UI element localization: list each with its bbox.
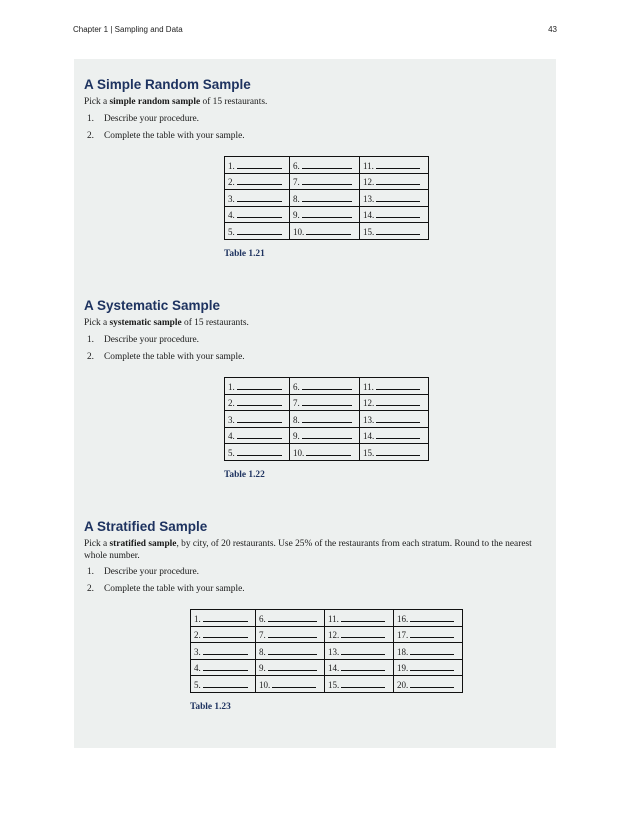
sample-entry-cell[interactable] (191, 610, 256, 627)
sample-entry-cell[interactable] (360, 444, 429, 461)
entry-number: 3. (228, 193, 235, 204)
sample-entry-cell[interactable] (290, 411, 360, 428)
answer-blank[interactable] (237, 159, 282, 169)
sample-entry-cell[interactable] (394, 676, 463, 693)
answer-blank[interactable] (376, 192, 420, 202)
simple-random-sample-section (84, 77, 546, 148)
entry-number: 19. (397, 663, 409, 674)
entry-number: 10. (293, 226, 305, 237)
answer-blank[interactable] (203, 628, 248, 638)
table-caption: Table 1.21 (224, 249, 265, 259)
sample-entry-cell[interactable] (360, 378, 429, 395)
sample-entry-cell[interactable] (290, 394, 360, 411)
answer-blank[interactable] (410, 628, 454, 638)
sample-entry-cell[interactable] (225, 173, 290, 190)
section-title: A Simple Random Sample (84, 77, 251, 92)
sample-entry-cell[interactable] (290, 190, 360, 207)
sample-entry-cell[interactable] (394, 643, 463, 660)
sample-table (224, 156, 429, 240)
exercise-panel (74, 59, 556, 748)
entry-number: 18. (397, 646, 409, 657)
entry-number: 1. (228, 160, 235, 171)
entry-number: 5. (194, 679, 201, 690)
answer-blank[interactable] (341, 628, 385, 638)
answer-blank[interactable] (410, 678, 454, 688)
entry-number: 9. (293, 431, 300, 442)
entry-number: 5. (228, 447, 235, 458)
chapter-title: Chapter 1 | Sampling and Data (73, 25, 183, 34)
sample-entry-cell[interactable] (225, 394, 290, 411)
sample-entry-cell[interactable] (256, 626, 325, 643)
sample-entry-cell[interactable] (360, 427, 429, 444)
sample-entry-cell[interactable] (191, 626, 256, 643)
answer-blank[interactable] (410, 645, 454, 655)
entry-number: 6. (259, 613, 266, 624)
steps-list (84, 567, 546, 596)
entry-number: 11. (363, 381, 374, 392)
entry-number: 8. (293, 414, 300, 425)
answer-blank[interactable] (341, 612, 385, 622)
entry-number: 8. (293, 193, 300, 204)
sample-entry-cell[interactable] (394, 626, 463, 643)
entry-number: 3. (194, 646, 201, 657)
answer-blank[interactable] (306, 225, 351, 235)
table-row (225, 427, 429, 444)
answer-blank[interactable] (237, 175, 282, 185)
sample-entry-cell[interactable] (290, 206, 360, 223)
answer-blank[interactable] (268, 645, 317, 655)
answer-blank[interactable] (302, 380, 352, 390)
list-item: 1. Describe your procedure. (86, 113, 200, 124)
sample-entry-cell[interactable] (290, 157, 360, 174)
list-item: 2. Complete the table with your sample. (86, 584, 245, 594)
sample-entry-cell[interactable] (290, 378, 360, 395)
list-item: 1. Describe your procedure. (86, 567, 200, 577)
entry-number: 17. (397, 630, 409, 641)
entry-number: 7. (293, 398, 300, 409)
sample-entry-cell[interactable] (325, 610, 394, 627)
answer-blank[interactable] (302, 208, 352, 218)
entry-number: 8. (259, 646, 266, 657)
answer-blank[interactable] (302, 175, 352, 185)
entry-number: 13. (328, 646, 340, 657)
entry-number: 6. (293, 381, 300, 392)
entry-number: 4. (228, 210, 235, 221)
sample-entry-cell[interactable] (360, 190, 429, 207)
answer-blank[interactable] (376, 429, 420, 439)
list-item: 2. Complete the table with your sample. (86, 130, 245, 141)
table-row (225, 444, 429, 461)
entry-number: 7. (259, 630, 266, 641)
sample-entry-cell[interactable] (325, 626, 394, 643)
entry-number: 1. (228, 381, 235, 392)
sample-entry-cell[interactable] (191, 659, 256, 676)
table-caption: Table 1.23 (190, 702, 231, 712)
entry-number: 6. (293, 160, 300, 171)
sample-entry-cell[interactable] (325, 676, 394, 693)
answer-blank[interactable] (341, 645, 385, 655)
answer-blank[interactable] (268, 628, 317, 638)
answer-blank[interactable] (306, 446, 351, 456)
entry-number: 12. (363, 398, 375, 409)
sample-entry-cell[interactable] (256, 676, 325, 693)
table-row (225, 157, 429, 174)
answer-blank[interactable] (203, 678, 248, 688)
answer-blank[interactable] (302, 396, 352, 406)
page-number: 43 (548, 25, 557, 34)
sample-entry-cell[interactable] (225, 223, 290, 240)
list-item: 1. Describe your procedure. (86, 334, 200, 345)
table-row (191, 626, 463, 643)
sample-entry-cell[interactable] (360, 157, 429, 174)
answer-blank[interactable] (376, 413, 420, 423)
table-row (225, 190, 429, 207)
entry-number: 10. (293, 447, 305, 458)
steps-list (84, 335, 546, 364)
answer-blank[interactable] (237, 208, 282, 218)
answer-blank[interactable] (237, 225, 282, 235)
sample-entry-cell[interactable] (360, 411, 429, 428)
steps-list (84, 114, 546, 143)
entry-number: 20. (397, 679, 409, 690)
entry-number: 14. (363, 210, 375, 221)
sample-table (224, 377, 429, 461)
answer-blank[interactable] (237, 446, 282, 456)
answer-blank[interactable] (376, 175, 420, 185)
sample-entry-cell[interactable] (360, 394, 429, 411)
entry-number: 14. (363, 431, 375, 442)
sample-entry-cell[interactable] (394, 610, 463, 627)
sample-entry-cell[interactable] (225, 444, 290, 461)
answer-blank[interactable] (376, 446, 420, 456)
sample-entry-cell[interactable] (290, 427, 360, 444)
answer-blank[interactable] (341, 678, 385, 688)
sample-entry-cell[interactable] (225, 427, 290, 444)
sample-entry-cell[interactable] (360, 173, 429, 190)
section-intro: Pick a simple random sample of 15 restaurants. (84, 97, 268, 107)
stratified-sample-section (84, 519, 546, 601)
answer-blank[interactable] (237, 429, 282, 439)
table-row (225, 394, 429, 411)
sample-entry-cell[interactable] (191, 676, 256, 693)
table-row (225, 378, 429, 395)
answer-blank[interactable] (376, 225, 420, 235)
sample-entry-cell[interactable] (256, 610, 325, 627)
table-row (191, 659, 463, 676)
entry-number: 11. (363, 160, 374, 171)
entry-number: 3. (228, 414, 235, 425)
section-intro: Pick a stratified sample, by city, of 20 restaurants. Use 25% of the restaurants from each stratum. Round to the nearest whole number. (84, 539, 532, 561)
answer-blank[interactable] (376, 380, 420, 390)
sample-entry-cell[interactable] (360, 206, 429, 223)
section-title: A Systematic Sample (84, 298, 221, 313)
answer-blank[interactable] (203, 612, 248, 622)
entry-number: 15. (363, 447, 375, 458)
sample-table (190, 609, 463, 693)
answer-blank[interactable] (237, 396, 282, 406)
section-title: A Stratified Sample (84, 519, 208, 534)
entry-number: 2. (194, 630, 201, 641)
table-row (191, 643, 463, 660)
entry-number: 10. (259, 679, 271, 690)
entry-number: 7. (293, 177, 300, 188)
sample-entry-cell[interactable] (225, 411, 290, 428)
answer-blank[interactable] (237, 380, 282, 390)
entry-number: 16. (397, 613, 409, 624)
table-row (191, 676, 463, 693)
sample-entry-cell[interactable] (225, 190, 290, 207)
entry-number: 14. (328, 663, 340, 674)
sample-entry-cell[interactable] (325, 659, 394, 676)
answer-blank[interactable] (302, 413, 352, 423)
answer-blank[interactable] (302, 159, 352, 169)
table-row (225, 173, 429, 190)
entry-number: 9. (259, 663, 266, 674)
entry-number: 9. (293, 210, 300, 221)
sample-entry-cell[interactable] (225, 157, 290, 174)
sample-entry-cell[interactable] (256, 643, 325, 660)
section-intro: Pick a systematic sample of 15 restaurants. (84, 318, 249, 328)
entry-number: 15. (363, 226, 375, 237)
sample-entry-cell[interactable] (360, 223, 429, 240)
answer-blank[interactable] (203, 645, 248, 655)
running-header (73, 25, 557, 34)
answer-blank[interactable] (203, 661, 248, 671)
answer-blank[interactable] (410, 612, 454, 622)
answer-blank[interactable] (302, 192, 352, 202)
table-row (191, 610, 463, 627)
sample-entry-cell[interactable] (290, 444, 360, 461)
entry-number: 12. (363, 177, 375, 188)
answer-blank[interactable] (410, 661, 454, 671)
table-caption: Table 1.22 (224, 470, 265, 480)
answer-blank[interactable] (268, 612, 317, 622)
table-row (225, 411, 429, 428)
answer-blank[interactable] (302, 429, 352, 439)
answer-blank[interactable] (237, 413, 282, 423)
entry-number: 11. (328, 613, 339, 624)
sample-entry-cell[interactable] (225, 378, 290, 395)
sample-entry-cell[interactable] (290, 223, 360, 240)
answer-blank[interactable] (237, 192, 282, 202)
answer-blank[interactable] (272, 678, 316, 688)
entry-number: 4. (194, 663, 201, 674)
entry-number: 13. (363, 414, 375, 425)
answer-blank[interactable] (268, 661, 317, 671)
answer-blank[interactable] (341, 661, 385, 671)
table-row (225, 206, 429, 223)
sample-entry-cell[interactable] (290, 173, 360, 190)
answer-blank[interactable] (376, 396, 420, 406)
answer-blank[interactable] (376, 159, 420, 169)
entry-number: 12. (328, 630, 340, 641)
entry-number: 1. (194, 613, 201, 624)
table-row (225, 223, 429, 240)
entry-number: 13. (363, 193, 375, 204)
entry-number: 4. (228, 431, 235, 442)
sample-entry-cell[interactable] (325, 643, 394, 660)
sample-entry-cell[interactable] (256, 659, 325, 676)
sample-entry-cell[interactable] (191, 643, 256, 660)
entry-number: 15. (328, 679, 340, 690)
entry-number: 2. (228, 398, 235, 409)
entry-number: 2. (228, 177, 235, 188)
sample-entry-cell[interactable] (394, 659, 463, 676)
list-item: 2. Complete the table with your sample. (86, 351, 245, 362)
sample-entry-cell[interactable] (225, 206, 290, 223)
systematic-sample-section (84, 298, 546, 369)
answer-blank[interactable] (376, 208, 420, 218)
entry-number: 5. (228, 226, 235, 237)
